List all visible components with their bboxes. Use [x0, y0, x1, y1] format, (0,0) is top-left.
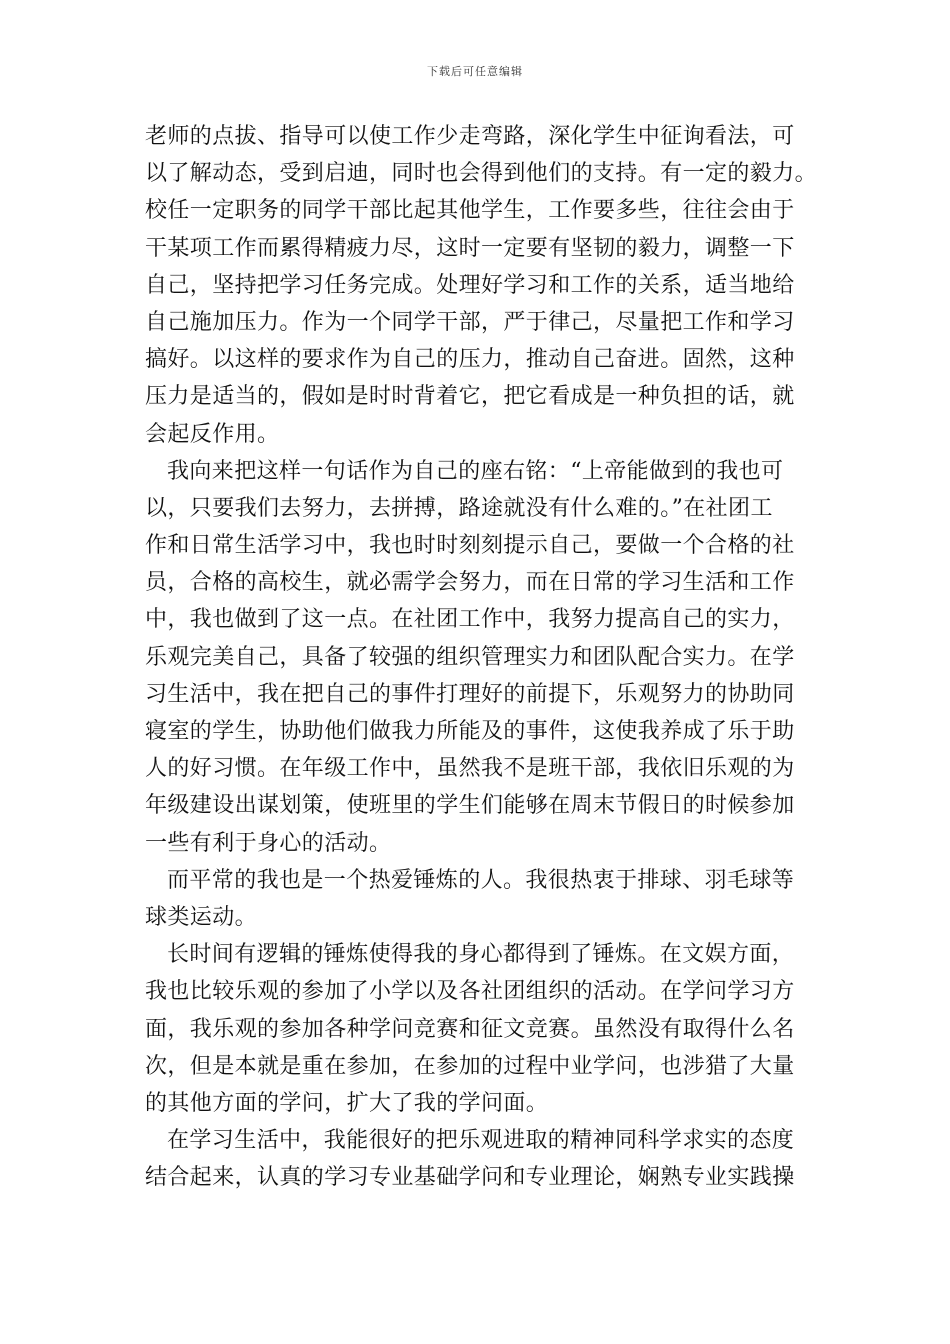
text-line: 次，但是本就是重在参加，在参加的过程中业学问，也涉猎了大量: [145, 1053, 795, 1079]
text-line: 乐观完美自己，具备了较强的组织管理实力和团队配合实力。在学: [145, 644, 795, 670]
text-line: 习生活中，我在把自己的事件打理好的前提下，乐观努力的协助同: [145, 681, 795, 707]
text-line: 长时间有逻辑的锤炼使得我的身心都得到了锤炼。在文娱方面，: [167, 942, 795, 968]
text-line: 搞好。以这样的要求作为自己的压力，推动自己奋进。固然，这种: [145, 347, 795, 373]
text-line: 年级建设出谋划策，使班里的学生们能够在周末节假日的时候参加: [145, 793, 795, 819]
text-line: 以了解动态，受到启迪，同时也会得到他们的支持。有一定的毅力。: [145, 161, 818, 187]
text-line: 在学习生活中，我能很好的把乐观进取的精神同科学求实的态度: [167, 1128, 795, 1154]
text-line: 压力是适当的，假如是时时背着它，把它看成是一种负担的话，就: [145, 384, 795, 410]
text-line: 作和日常生活学习中，我也时时刻刻提示自己，要做一个合格的社: [145, 533, 795, 559]
text-line: 人的好习惯。在年级工作中，虽然我不是班干部，我依旧乐观的为: [145, 756, 795, 782]
text-line: 寝室的学生，协助他们做我力所能及的事件，这使我养成了乐于助: [145, 719, 795, 744]
text-line: 自己施加压力。作为一个同学干部，严于律己，尽量把工作和学习: [145, 309, 795, 335]
text-line: 会起反作用。: [145, 421, 280, 447]
text-line: 以，只要我们去努力，去拼搏，路途就没有什么难的。”在社团工: [145, 495, 773, 521]
text-line: 我也比较乐观的参加了小学以及各社团组织的活动。在学问学习方: [145, 979, 795, 1005]
document-body: [145, 118, 818, 1196]
text-line: 老师的点拔、指导可以使工作少走弯路，深化学生中征询看法，可: [145, 124, 795, 149]
text-line: 而平常的我也是一个热爱锤炼的人。我很热衷于排球、羽毛球等: [167, 867, 795, 893]
text-line: 员，合格的高校生，就必需学会努力，而在日常的学习生活和工作: [145, 570, 795, 596]
text-line: 球类运动。: [145, 904, 258, 930]
text-line: 校任一定职务的同学干部比起其他学生，工作要多些，往往会由于: [145, 198, 795, 224]
text-line: 自己，坚持把学习任务完成。处理好学习和工作的关系，适当地给: [145, 272, 795, 298]
text-line: 的其他方面的学问，扩大了我的学问面。: [145, 1090, 549, 1116]
text-line: 中，我也做到了这一点。在社团工作中，我努力提高自己的实力，: [145, 607, 795, 633]
text-line: 干某项工作而累得精疲力尽，这时一定要有坚韧的毅力，调整一下: [145, 235, 795, 261]
text-line: 我向来把这样一句话作为自己的座右铭：“上帝能做到的我也可: [167, 458, 784, 484]
page-header: 下载后可任意编辑: [427, 65, 523, 78]
text-line: 结合起来，认真的学习专业基础学问和专业理论，娴熟专业实践操: [145, 1165, 795, 1191]
text-line: 一些有利于身心的活动。: [145, 830, 392, 856]
text-line: 面，我乐观的参加各种学问竞赛和征文竞赛。虽然没有取得什么名: [145, 1016, 795, 1042]
